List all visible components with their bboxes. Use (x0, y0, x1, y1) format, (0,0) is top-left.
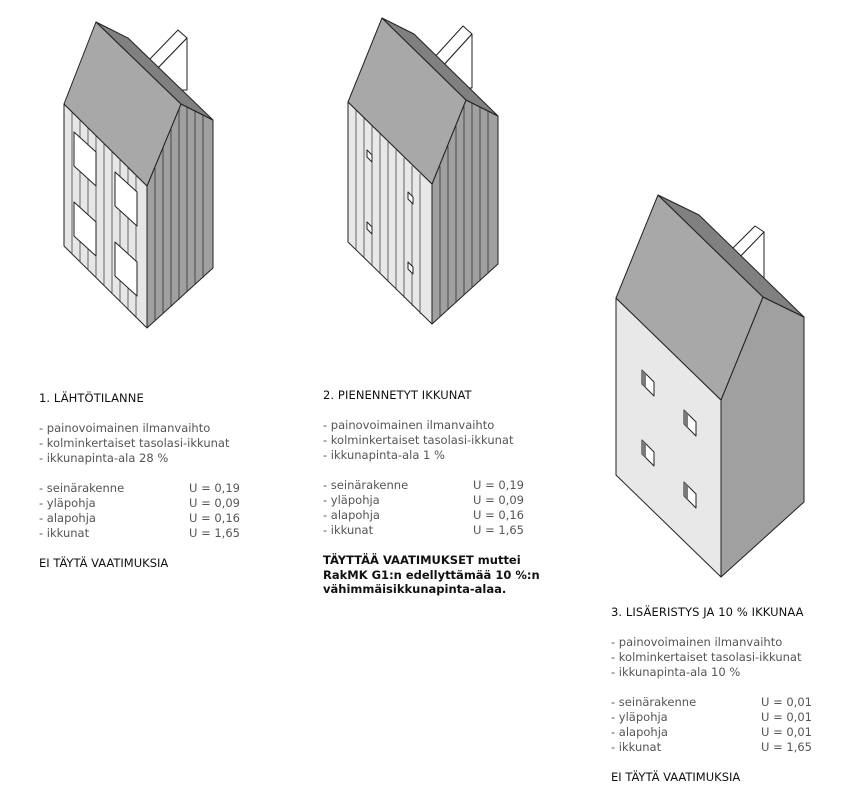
panel-3-title: 3. LISÄERISTYS JA 10 % IKKUNAA (611, 605, 804, 619)
u-value: U = 0,01 (761, 710, 812, 724)
u-value: U = 0,01 (761, 695, 812, 709)
bullet-item: - kolminkertaiset tasolasi-ikkunat (323, 433, 514, 447)
u-label: - ikkunat (323, 523, 374, 537)
bullet-item: - kolminkertaiset tasolasi-ikkunat (611, 650, 802, 664)
verdict-line: TÄYTTÄÄ VAATIMUKSET muttei (323, 553, 521, 567)
u-value-row (611, 740, 812, 755)
panel-2-u-values (323, 478, 524, 538)
u-label: - alapohja (323, 508, 380, 522)
panel-3-bullets (611, 635, 812, 680)
u-label: - ikkunat (39, 526, 90, 540)
u-value: U = 1,65 (473, 523, 524, 537)
house-2 (348, 18, 498, 324)
u-value-row (39, 526, 240, 541)
bullet-item: - painovoimainen ilmanvaihto (611, 635, 783, 649)
u-label: - yläpohja (611, 710, 668, 724)
u-value: U = 0,19 (189, 481, 240, 495)
u-label: - yläpohja (39, 496, 96, 510)
panel-3-u-values (611, 695, 812, 755)
u-value: U = 1,65 (189, 526, 240, 540)
panel-1 (39, 391, 240, 571)
panel-3 (611, 605, 812, 785)
u-value: U = 1,65 (761, 740, 812, 754)
u-label: - ikkunat (611, 740, 662, 754)
u-value: U = 0,19 (473, 478, 524, 492)
bullet-item: - ikkunapinta-ala 1 % (323, 448, 445, 462)
u-value-row (39, 496, 240, 511)
panel-1-u-values (39, 481, 240, 541)
verdict-line: vähimmäisikkunapinta-alaa. (323, 582, 507, 596)
u-value-row (611, 710, 812, 725)
u-value-row (323, 508, 524, 523)
bullet-item: - painovoimainen ilmanvaihto (323, 418, 495, 432)
panel-2-bullets (323, 418, 540, 463)
u-value: U = 0,16 (473, 508, 524, 522)
panel-2 (323, 388, 540, 597)
bullet-item: - kolminkertaiset tasolasi-ikkunat (39, 436, 230, 450)
panel-1-verdict: EI TÄYTÄ VAATIMUKSIA (39, 556, 169, 570)
house-3 (616, 195, 804, 577)
u-label: - seinärakenne (39, 481, 125, 495)
u-value: U = 0,16 (189, 511, 240, 525)
u-label: - alapohja (39, 511, 96, 525)
bullet-item: - painovoimainen ilmanvaihto (39, 421, 211, 435)
u-value-row (39, 481, 240, 496)
verdict-line: RakMK G1:n edellyttämää 10 %:n (323, 567, 540, 582)
u-value-row (611, 695, 812, 710)
u-label: - seinärakenne (323, 478, 409, 492)
panel-2-verdict (323, 553, 540, 597)
u-label: - alapohja (611, 725, 668, 739)
panel-2-title: 2. PIENENNETYT IKKUNAT (323, 388, 472, 402)
panel-1-title: 1. LÄHTÖTILANNE (39, 391, 144, 405)
u-value-row (323, 523, 524, 538)
u-value: U = 0,09 (473, 493, 524, 507)
u-label: - seinärakenne (611, 695, 697, 709)
panel-3-verdict: EI TÄYTÄ VAATIMUKSIA (611, 770, 741, 784)
u-value-row (611, 725, 812, 740)
u-label: - yläpohja (323, 493, 380, 507)
u-value-row (39, 511, 240, 526)
house-1 (64, 22, 213, 328)
panel-1-bullets (39, 421, 240, 466)
bullet-item: - ikkunapinta-ala 10 % (611, 665, 741, 679)
u-value-row (323, 478, 524, 493)
bullet-item: - ikkunapinta-ala 28 % (39, 451, 169, 465)
u-value: U = 0,01 (761, 725, 812, 739)
u-value-row (323, 493, 524, 508)
u-value: U = 0,09 (189, 496, 240, 510)
